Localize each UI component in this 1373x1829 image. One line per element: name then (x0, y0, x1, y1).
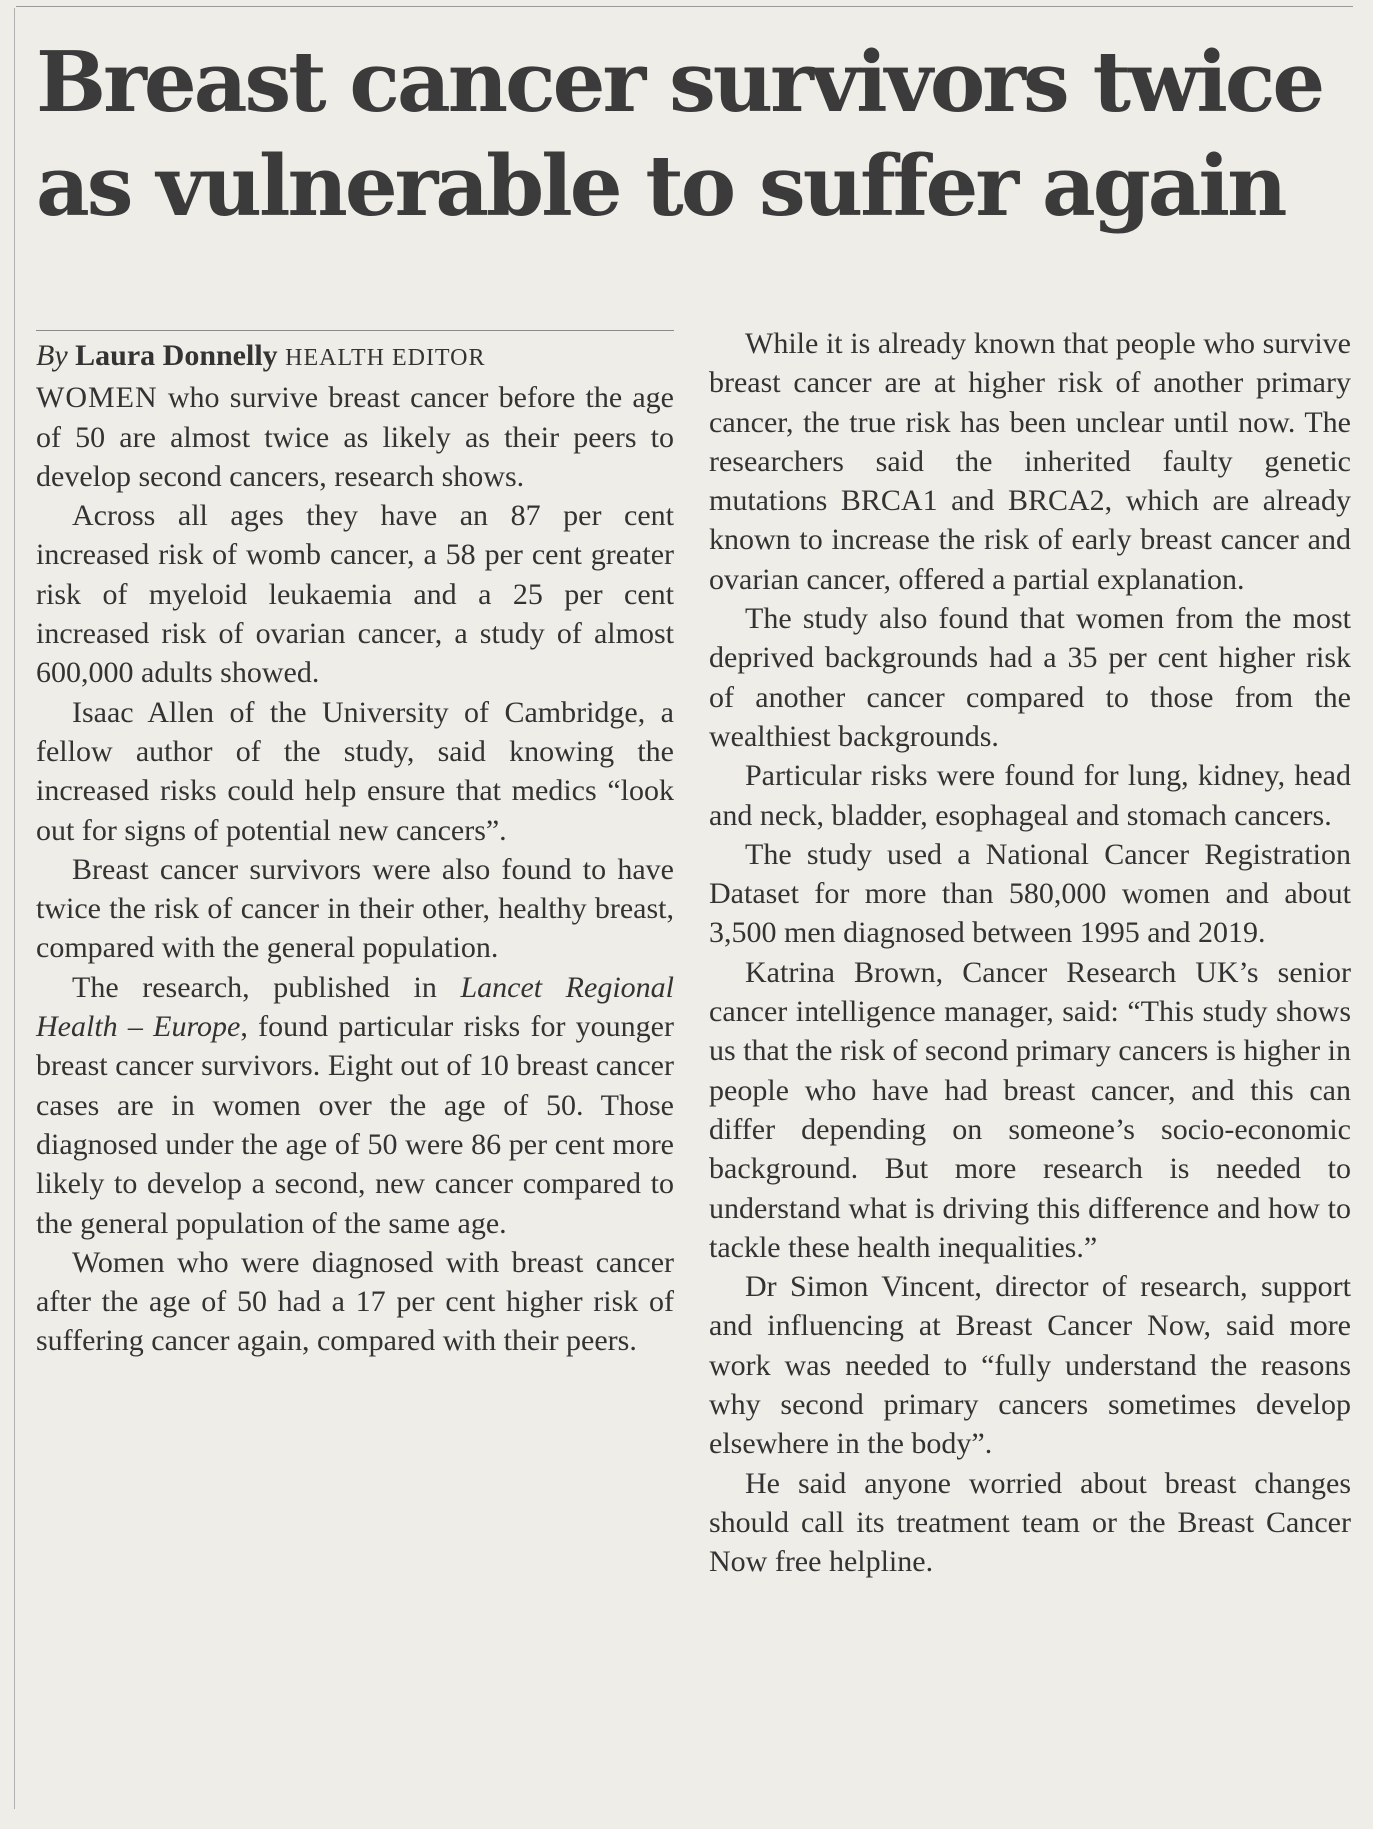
paragraph-1 (36, 378, 674, 496)
paragraph-1-text: who survive breast cancer before the age of 50 are almost twice as likely as their peers to develop second cancers, research shows. (36, 381, 674, 493)
headline-line-1: Breast cancer survivors twice (36, 33, 1323, 131)
paragraph-5 (36, 968, 674, 1243)
headline-line-2: as vulnerable to suffer again (36, 137, 1285, 235)
paragraph-13: He said anyone worried about breast changes should call its treatment team or the Breast Cancer Now free helpline. (709, 1466, 1351, 1579)
paragraph-4: Breast cancer survivors were also found to have twice the risk of cancer in their other, healthy breast, compared with the general population. (36, 852, 674, 965)
byline-role: HEALTH EDITOR (285, 345, 486, 371)
paragraph-6: Women who were diagnosed with breast cancer after the age of 50 had a 17 per cent higher risk of suffering cancer again, compared with their peers. (36, 1245, 674, 1358)
byline-rule (36, 330, 674, 331)
paragraph-9: Particular risks were found for lung, kidney, head and neck, bladder, esophageal and stomach cancers. (709, 759, 1351, 832)
paragraph-7: While it is already known that people who survive breast cancer are at higher risk of another primary cancer, the true risk has been unclear until now. The researchers said the inherited faulty genetic mutations BRCA1 and BRCA2, which are already known to increase the risk of early breast cancer and ovarian cancer, offered a partial explanation. (709, 327, 1351, 596)
paragraph-10: The study used a National Cancer Registration Dataset for more than 580,000 women and about 3,500 men diagnosed between 1995 and 2019. (709, 837, 1351, 950)
left-rule (14, 8, 15, 1809)
paragraph-3: Isaac Allen of the University of Cambridge, a fellow author of the study, said knowing the increased risks could help ensure that medics “look out for signs of potential new cancers”. (36, 695, 674, 847)
article-column-2 (709, 324, 1351, 1582)
article-column-1 (36, 336, 674, 1361)
top-rule (16, 6, 1353, 7)
paragraph-5-before: The research, published in (72, 970, 461, 1004)
headline (36, 30, 1356, 238)
paragraph-2: Across all ages they have an 87 per cent increased risk of womb cancer, a 58 per cent greater risk of myeloid leukaemia and a 25 per cent increased risk of ovarian cancer, a study of almost 600,000 adults showed. (36, 499, 674, 690)
lead-word: WOMEN (36, 381, 158, 415)
paragraph-12: Dr Simon Vincent, director of research, support and influencing at Breast Cancer Now, said more work was needed to “fully understand the reasons why second primary cancers sometimes develop elsewhere in the body”. (709, 1270, 1351, 1461)
paragraph-5-after: , found particular risks for younger breast cancer survivors. Eight out of 10 breast cancer cases are in women over the age of 50. Those diagnosed under the age of 50 were 86 per cent more likely to develop a second, new cancer compared to the general population of the same age. (36, 1010, 674, 1240)
paragraph-8: The study also found that women from the most deprived backgrounds had a 35 per cent higher risk of another cancer compared to those from the wealthiest backgrounds. (709, 602, 1351, 753)
journal-name: Lancet Regional Health – Europe (36, 970, 674, 1044)
byline-by: By (36, 339, 68, 372)
byline (36, 336, 674, 378)
paragraph-11: Katrina Brown, Cancer Research UK’s senior cancer intelligence manager, said: “This study shows us that the risk of second primary cancers is higher in people who have had breast cancer, and this can differ depending on someone’s socio-economic background. But more research is needed to understand what is driving this difference and how to tackle these health inequalities.” (709, 955, 1351, 1264)
byline-author: Laura Donnelly (75, 339, 278, 372)
